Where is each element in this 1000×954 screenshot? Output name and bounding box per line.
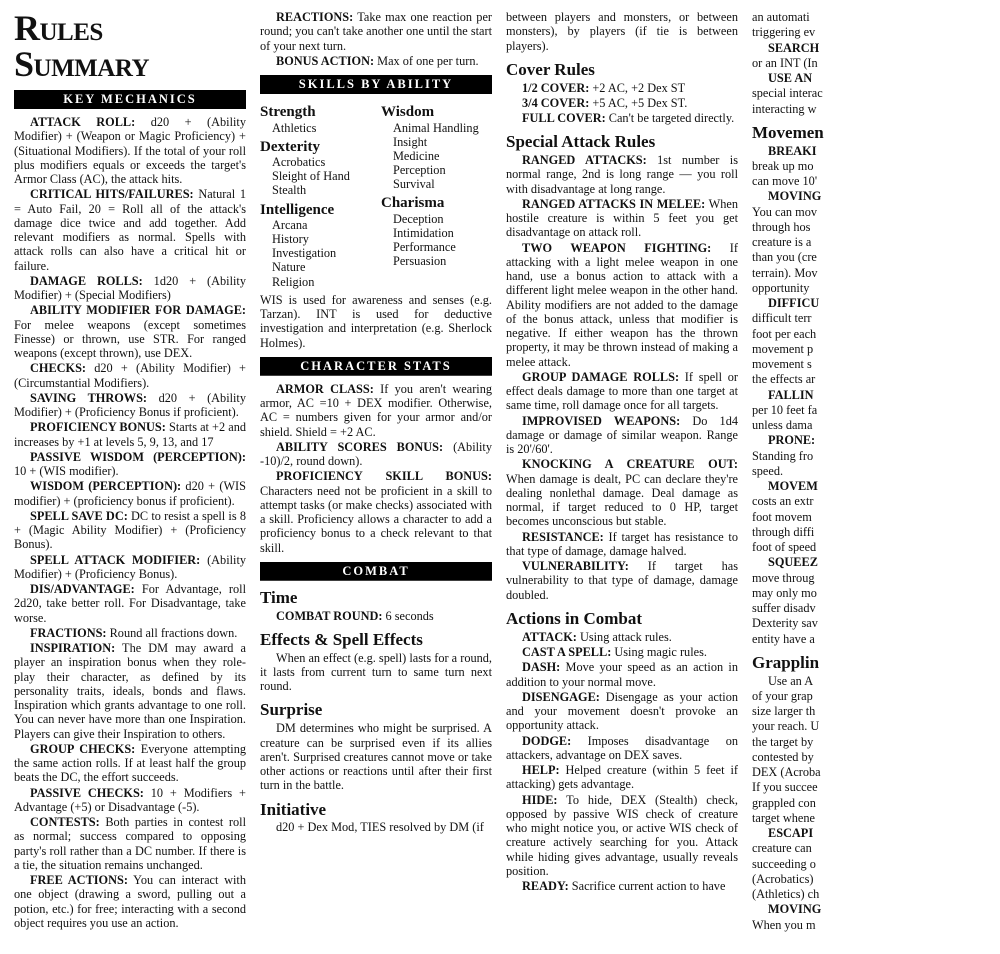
column-4 (752, 10, 984, 954)
grappling-line: Use an A (768, 673, 814, 688)
entry-term: SPELL SAVE DC: (30, 508, 128, 523)
entry-term: RANGED ATTACKS IN MELEE: (522, 196, 706, 211)
skill-item: Medicine (393, 148, 440, 163)
movement-line: costs an extr (752, 494, 814, 509)
entry-search (752, 41, 984, 55)
entry-text: If spell or effect deals damage to more than one target at same time, roll damage once for all targets. (506, 369, 738, 413)
movement-line: the effects ar (752, 372, 816, 387)
entry-moving-around (752, 189, 984, 203)
text-surprise: DM determines who might be surprised. A creature can be surprised even if its allies aren't. Surprised creatures cannot move or take other actions or reactions until after their first turn in the battle. (260, 721, 492, 793)
entry-text: DC to resist a spell is 8 + (Magic Ability Modifier) + (Proficiency Bonus). (14, 508, 246, 552)
skill-item: Religion (272, 274, 315, 289)
skill-item: Survival (393, 177, 435, 192)
entry-text: +5 AC, +5 Dex ST. (589, 95, 688, 110)
entry-term: DODGE: (522, 733, 572, 748)
entry-prone (752, 433, 984, 447)
movement-line: entity have a (752, 631, 815, 646)
entry-ability-modifier-damage (14, 303, 246, 360)
grappling-line: DEX (Acroba (752, 765, 821, 780)
entry-term: SAVING THROWS: (30, 390, 148, 405)
entry-text: When hostile creature is within 5 feet you get disadvantage on attack roll. (506, 196, 738, 240)
movement-line: per 10 feet fa (752, 402, 818, 417)
entry-text: Sacrifice current action to have (568, 879, 726, 894)
entry-term: ABILITY SCORES BONUS: (276, 439, 444, 454)
entry-term: TWO WEAPON FIGHTING: (522, 240, 712, 255)
entry-term: DIFFICU (768, 296, 820, 311)
skill-ability-wisdom: Wisdom (381, 104, 435, 120)
heading-cover-rules: Cover Rules (506, 59, 595, 79)
entry-term: ATTACK ROLL: (30, 115, 136, 129)
entry-escaping-grapple (752, 826, 984, 840)
heading-effects-spell-effects: Effects & Spell Effects (260, 629, 423, 649)
entry-text: d20 + (Ability Modifier) + (Circumstantial Modifiers). (14, 361, 246, 390)
entry-reactions (260, 10, 492, 53)
heading-initiative: Initiative (260, 799, 327, 819)
entry-text: Everyone attempting the same action rolls. If at least half the group beats the DC, the effort succeeds. (14, 741, 246, 785)
skill-item: Nature (272, 260, 306, 275)
skill-ability-charisma: Charisma (381, 195, 445, 212)
skill-item: Athletics (272, 120, 317, 135)
movement-line: break up mo (752, 158, 814, 173)
entry-inspiration (14, 641, 246, 741)
entry-text: Both parties in contest roll as normal; success compared to opposing party's roll rather than a DC number. If there is a tie, the situation remains unchanged. (14, 815, 246, 872)
entry-spell-save-dc (14, 509, 246, 552)
entry-text: d20 + (Ability Modifier) + (Weapon or Magic Proficiency) + (Situational Modifiers). If the total of your roll plus modifiers equals or exceeds the target's Armor Class (AC), the attack hits. (14, 115, 246, 186)
entry-squeezing (752, 555, 984, 569)
entry-ranged-attacks-in-melee (506, 197, 738, 240)
grappling-line: your reach. U (752, 719, 820, 734)
skills-left-column (260, 100, 371, 289)
entry-text: 1d20 + (Ability Modifier) + (Special Modifiers) (14, 273, 246, 302)
entry-term: MOVING (768, 902, 822, 917)
entry-term: MOVEM (768, 479, 818, 494)
entry-disengage (506, 690, 738, 733)
entry-term: FREE ACTIONS: (30, 873, 128, 887)
entry-text: Do 1d4 damage or damage of similar weapon. Range is 20'/60'. (506, 413, 739, 457)
entry-group-checks (14, 742, 246, 785)
skill-item: Insight (393, 134, 428, 149)
entry-term: 1/2 COVER: (522, 80, 590, 95)
entry-term: DASH: (522, 660, 561, 675)
text-initiative-continued: between players and monsters, or between monsters), by players (if tie is between players). (506, 10, 738, 53)
text-initiative: d20 + Dex Mod, TIES resolved by DM (if (276, 820, 484, 835)
skill-item: Persuasion (393, 254, 447, 269)
entry-contests (14, 815, 246, 872)
skill-item: Perception (393, 162, 446, 177)
entry-term: SQUEEZ (768, 555, 818, 570)
movement-line: through hos (752, 219, 811, 234)
entry-text: If you aren't wearing armor, AC =10 + DEX modifier. Otherwise, AC = numbers given for your armor and/or shield. Shield = +2 AC. (260, 381, 493, 439)
entry-damage-rolls (14, 274, 246, 303)
skills-right-column (381, 100, 492, 289)
entry-text: 10 + (WIS modifier). (14, 464, 119, 478)
entry-text: 6 seconds (382, 608, 434, 623)
movement-line: unless dama (752, 418, 813, 433)
entry-difficult-terrain (752, 296, 984, 310)
entry-group-damage-rolls (506, 370, 738, 413)
entry-text: d20 + (WIS modifier) + (proficiency bonus if proficient). (14, 479, 246, 508)
skill-item: Performance (393, 239, 456, 254)
entry-term: SPELL ATTACK MODIFIER: (30, 552, 201, 567)
entry-text: (Ability -10)/2, round down). (260, 439, 493, 469)
entry-armor-class (260, 382, 492, 439)
entry-text: Starts at +2 and increases by +1 at levels 5, 9, 13, and 17 (14, 420, 246, 449)
grappling-line: target whene (752, 810, 815, 825)
movement-line: terrain). Mov (752, 265, 818, 280)
entry-text: 10 + Modifiers + Advantage (+5) or Disadvantage (-5). (14, 785, 246, 814)
entry-term: RESISTANCE: (522, 529, 604, 544)
entry-term: FALLIN (768, 387, 814, 402)
entry-term: ATTACK: (522, 629, 577, 644)
entry-text: For Advantage, roll 2d20, take better roll. For Disadvantage, take worse. (14, 582, 246, 625)
movement-line: through diffi (752, 524, 815, 539)
entry-text: Take max one reaction per round; you can't take another one until the start of your next turn. (260, 10, 492, 53)
entry-term: RANGED ATTACKS: (522, 153, 647, 168)
entry-term: DIS/ADVANTAGE: (30, 582, 135, 596)
text-ready-continued-2: triggering ev (752, 25, 816, 40)
entry-term: CHECKS: (30, 361, 87, 376)
heading-actions-in-combat: Actions in Combat (506, 608, 643, 628)
entry-knocking-creature-out (506, 457, 738, 528)
entry-term: VULNERABILITY: (522, 559, 629, 574)
entry-term: CAST A SPELL: (522, 645, 612, 660)
entry-term: USE AN (768, 71, 813, 85)
entry-dodge (506, 734, 738, 763)
banner-key-mechanics-label: KEY MECHANICS (63, 92, 197, 106)
entry-dash (506, 660, 738, 689)
entry-text: Round all fractions down. (106, 625, 238, 640)
entry-term: PRONE: (768, 433, 816, 448)
entry-text: To hide, DEX (Stealth) check, opposed by passive WIS check of creature who might notice you, or active WIS check of creature actively searching for you. Attack while hiding gives advantage, usually reveals position. (506, 792, 738, 878)
text-ready-continued: an automati (752, 10, 810, 24)
entry-term: ARMOR CLASS: (276, 381, 374, 396)
entry-free-actions (14, 873, 246, 930)
grappling-line: (Athletics) ch (752, 887, 820, 902)
skill-item: Sleight of Hand (272, 169, 350, 184)
entry-term: HELP: (522, 763, 560, 778)
entry-term: INSPIRATION: (30, 641, 116, 655)
grappling-line: (Acrobatics) (752, 871, 814, 886)
skill-item: Stealth (272, 183, 307, 198)
entry-passive-checks (14, 786, 246, 815)
entry-falling (752, 388, 984, 402)
entry-text: Max of one per turn. (374, 53, 479, 68)
page-title: Rules Summary (14, 8, 150, 84)
entry-hide (506, 793, 738, 879)
entry-proficiency-bonus (14, 420, 246, 449)
entry-text: For melee weapons (except sometimes Finesse) or thrown, use STR. For ranged weapons (except thrown), use DEX. (14, 317, 246, 360)
movement-line: difficult terr (752, 311, 812, 326)
skill-item: Acrobatics (272, 155, 326, 170)
skill-item: Investigation (272, 246, 337, 261)
entry-term: PASSIVE CHECKS: (30, 785, 144, 800)
movement-line: can move 10' (752, 174, 818, 189)
movement-line: opportunity (752, 280, 810, 295)
skill-item: History (272, 232, 309, 247)
entry-spell-attack-modifier (14, 553, 246, 582)
grappling-line: creature can (752, 841, 812, 856)
movement-line: movement p (752, 341, 814, 356)
column-1 (14, 10, 246, 954)
entry-two-weapon-fighting (506, 241, 738, 369)
skill-ability-intelligence: Intelligence (260, 201, 335, 218)
grappling-line: the target by (752, 734, 814, 749)
entry-term: REACTIONS: (276, 10, 354, 24)
heading-surprise: Surprise (260, 700, 323, 720)
entry-search-line2: or an INT (In (752, 55, 818, 70)
entry-term: PROFICIENCY SKILL BONUS: (276, 469, 492, 484)
entry-term: SEARCH (768, 40, 820, 55)
entry-wisdom-perception (14, 479, 246, 508)
entry-term: GROUP CHECKS: (30, 741, 136, 756)
entry-text: The DM may award a player an inspiration bonus when they role-play their character, as defined by its personality traits, ideals, bonds and flaws. Inspiration which grants advantage to one roll. You can never have more than one Inspiration. Players can give their Inspiration to others. (14, 641, 246, 741)
entry-attack (506, 630, 738, 644)
movement-line: Standing fro (752, 448, 814, 463)
entry-term: PASSIVE WISDOM (PERCEPTION): (30, 449, 246, 464)
entry-moving-grappled (752, 902, 984, 916)
grappling-line: size larger th (752, 704, 816, 719)
entry-term: READY: (522, 879, 569, 894)
entry-term: GROUP DAMAGE ROLLS: (522, 369, 680, 384)
column-2 (260, 10, 492, 954)
skill-item: Arcana (272, 218, 308, 233)
movement-line: foot per each (752, 326, 817, 341)
entry-term: FULL COVER: (522, 111, 606, 126)
entry-term: BREAKI (768, 143, 817, 158)
skills-grid (260, 100, 492, 289)
entry-term: DISENGAGE: (522, 689, 600, 704)
skill-item: Deception (393, 211, 444, 226)
entry-text: If target has vulnerability to that type of damage, damage doubled. (506, 559, 738, 602)
grappling-line: succeeding o (752, 856, 816, 871)
movement-line: may only mo (752, 585, 817, 600)
movement-line: foot movem (752, 509, 812, 524)
heading-grappling: Grapplin (752, 652, 820, 672)
entry-term: CONTESTS: (30, 815, 100, 829)
entry-term: HIDE: (522, 792, 558, 807)
entry-term: CRITICAL HITS/FAILURES: (30, 187, 194, 202)
entry-ranged-attacks (506, 153, 738, 196)
entry-text: 1st number is normal range, 2nd is long range — you roll with disadvantage at long range. (506, 153, 738, 196)
grappling-line: When you m (752, 917, 816, 932)
banner-combat-label: COMBAT (342, 563, 410, 578)
entry-use-an-object (752, 71, 984, 85)
entry-text: Natural 1 = Auto Fail, 20 = Roll all of the attack's damage dice twice and add together. Add relevant modifiers as normal. Spells with attack rolls can also have a critical hit or failure. (14, 187, 246, 273)
entry-text: Imposes disadvantage on attackers, advantage on DEX saves. (506, 733, 738, 762)
entry-term: 3/4 COVER: (522, 95, 590, 110)
entry-checks (14, 361, 246, 390)
entry-term: PROFICIENCY BONUS: (30, 420, 166, 435)
heading-movement: Movemen (752, 122, 824, 142)
entry-text: (Ability Modifier) + (Proficiency Bonus). (14, 552, 247, 581)
entry-text: +2 AC, +2 Dex ST (589, 80, 686, 95)
column-3 (506, 10, 738, 954)
entry-ability-scores-bonus (260, 440, 492, 469)
grappling-line: grappled con (752, 795, 816, 810)
skill-ability-dexterity: Dexterity (260, 138, 320, 155)
skill-item: Intimidation (393, 225, 454, 240)
movement-line: move throug (752, 570, 815, 585)
grappling-line: of your grap (752, 688, 813, 703)
entry-text: Helped creature (within 5 feet if attacking) gets advantage. (506, 763, 738, 792)
entry-term: ESCAPI (768, 826, 814, 841)
movement-line: speed. (752, 463, 784, 478)
entry-saving-throws (14, 391, 246, 420)
entry-term: ABILITY MODIFIER FOR DAMAGE: (30, 303, 246, 318)
entry-term: MOVING (768, 189, 822, 204)
entry-dis-advantage (14, 582, 246, 625)
movement-line: creature is a (752, 235, 812, 250)
entry-half-cover (506, 81, 738, 95)
entry-term: FRACTIONS: (30, 625, 107, 640)
entry-three-quarter-cover (506, 96, 738, 110)
entry-critical-hits (14, 187, 246, 273)
entry-use-an-object-line2: special interac (752, 86, 823, 101)
entry-improvised-weapons (506, 414, 738, 457)
skill-item: Animal Handling (393, 120, 479, 135)
skill-ability-strength: Strength (260, 104, 316, 120)
entry-term: COMBAT ROUND: (276, 608, 383, 623)
entry-text: d20 + (Ability Modifier) + (Proficiency Bonus if proficient). (14, 390, 247, 419)
movement-line: Dexterity sav (752, 616, 818, 631)
heading-time: Time (260, 587, 298, 607)
banner-key-mechanics (14, 90, 246, 109)
banner-character-stats (260, 357, 492, 376)
entry-full-cover (506, 111, 738, 125)
entry-text: Move your speed as an action in addition to your normal move. (506, 660, 738, 689)
text-effects: When an effect (e.g. spell) lasts for a round, it lasts from current turn to same turn next round. (260, 650, 492, 694)
grappling-line: If you succee (752, 780, 818, 795)
entry-vulnerability (506, 559, 738, 602)
entry-text: Using attack rules. (576, 629, 672, 644)
heading-special-attack-rules: Special Attack Rules (506, 132, 656, 152)
movement-line: foot of speed (752, 540, 817, 555)
entry-text: When damage is dealt, PC can declare they're dealing nonlethal damage. Deal damage as normal, if target reduced to 0 HP, target becomes unconscious but stable. (506, 471, 738, 529)
entry-bonus-action (260, 54, 492, 68)
entry-combat-round (260, 609, 492, 623)
entry-term: WISDOM (PERCEPTION): (30, 479, 182, 494)
entry-cast-a-spell (506, 645, 738, 659)
entry-proficiency-skill-bonus (260, 469, 492, 555)
entry-ready (506, 879, 738, 893)
skills-note: WIS is used for awareness and senses (e.g. Tarzan). INT is used for deductive investigation and interpretation (e.g. Sherlock Holmes). (260, 292, 492, 350)
entry-movement-cost (752, 479, 984, 493)
entry-term: BONUS ACTION: (276, 53, 375, 68)
entry-term: DAMAGE ROLLS: (30, 273, 143, 288)
entry-text: If attacking with a light melee weapon in one hand, use a bonus action to attack with a different light melee weapon in the other hand. Ability modifiers are not added to the damage of the bonus attack, unless that modifier is negative. If either weapon has the thrown property, it may be thrown instead of making a melee attack. (506, 240, 738, 369)
movement-line: You can mov (752, 204, 818, 219)
entry-text: Using magic rules. (611, 645, 707, 660)
entry-passive-wisdom (14, 450, 246, 479)
entry-breaking-up-move (752, 144, 984, 158)
movement-line: than you (cre (752, 250, 817, 265)
entry-fractions (14, 626, 246, 640)
grappling-line: contested by (752, 749, 814, 764)
entry-help (506, 763, 738, 792)
banner-combat (260, 562, 492, 581)
banner-skills-by-ability (260, 75, 492, 94)
entry-attack-roll (14, 115, 246, 186)
entry-text: Disengage as your action and your movement doesn't provoke an opportunity attack. (506, 689, 738, 733)
entry-text: Can't be targeted directly. (605, 111, 735, 126)
entry-term: KNOCKING A CREATURE OUT: (522, 457, 738, 472)
entry-use-an-object-line3: interacting w (752, 101, 817, 116)
entry-resistance (506, 530, 738, 559)
entry-text: Characters need not be proficient in a skill to attempt tasks (or make checks) associated with a skill. Proficiency allows a character to add a proficiency bonus to a check relevant to that skill. (260, 483, 492, 555)
movement-line: movement s (752, 357, 812, 372)
movement-line: suffer disadv (752, 601, 816, 616)
entry-term: IMPROVISED WEAPONS: (522, 413, 681, 428)
entry-text: You can interact with one object (drawing a sword, pulling out a potion, etc.) for free; interacting with a second object requires you use an action. (14, 873, 246, 930)
banner-character-stats-label: CHARACTER STATS (300, 358, 452, 373)
banner-skills-label: SKILLS BY ABILITY (298, 77, 454, 91)
entry-text: If target has resistance to that type of damage, damage halved. (506, 529, 738, 558)
